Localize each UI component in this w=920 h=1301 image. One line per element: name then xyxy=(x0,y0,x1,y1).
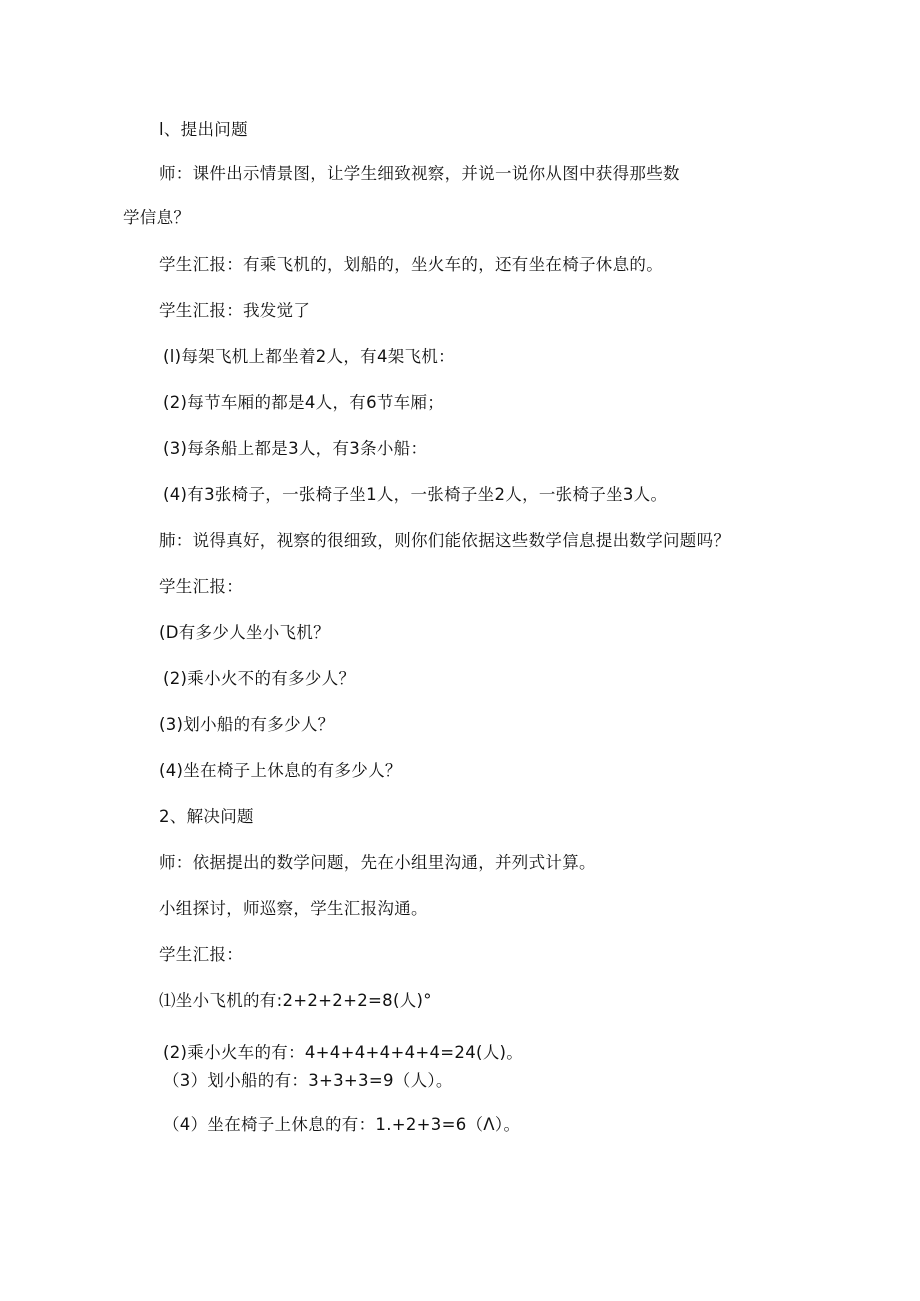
paragraph-line: 学信息？ xyxy=(123,208,191,227)
list-item: (2)乘小火不的有多少人？ xyxy=(163,669,356,688)
paragraph-line: 学生汇报： xyxy=(159,577,243,596)
calculation-line: （4）坐在椅子上休息的有：1.+2+3=6（Λ）。 xyxy=(163,1115,521,1134)
section-heading-1: l、提出问题 xyxy=(159,120,248,139)
calculation-line: ⑴坐小飞机的有:2+2+2+2=8(人)° xyxy=(159,991,432,1010)
paragraph-line: 肺：说得真好，视察的很细致，则你们能依据这些数学信息提出数学问题吗？ xyxy=(159,531,731,550)
paragraph-line: 师：依据提出的数学问题，先在小组里沟通，并列式计算。 xyxy=(159,853,596,872)
calculation-line: （3）划小船的有：3+3+3=9（人）。 xyxy=(163,1071,453,1090)
paragraph-line: 小组探讨，师巡察，学生汇报沟通。 xyxy=(159,899,428,918)
list-item: (l)每架飞机上都坐着2人，有4架飞机： xyxy=(163,347,455,366)
list-item: (4)有3张椅子，一张椅子坐1人，一张椅子坐2人，一张椅子坐3人。 xyxy=(163,485,668,504)
paragraph-line: 师：课件出示情景图，让学生细致视察，并说一说你从图中获得那些数 xyxy=(159,164,680,183)
list-item: (2)每节车厢的都是4人，有6节车厢； xyxy=(163,393,445,412)
calculation-line: (2)乘小火车的有：4+4+4+4+4+4=24(人)。 xyxy=(163,1043,524,1062)
list-item: (4)坐在椅子上休息的有多少人？ xyxy=(159,761,402,780)
list-item: (3)每条船上都是3人，有3条小船： xyxy=(163,439,428,458)
paragraph-line: 学生汇报： xyxy=(159,945,243,964)
paragraph-line: 学生汇报：有乘飞机的，划船的，坐火车的，还有坐在椅子休息的。 xyxy=(159,255,663,274)
paragraph-line: 学生汇报：我发觉了 xyxy=(159,301,311,320)
list-item: (3)划小船的有多少人？ xyxy=(159,715,335,734)
list-item: (D有多少人坐小飞机？ xyxy=(159,623,330,642)
section-heading-2: 2、解决问题 xyxy=(159,807,254,826)
